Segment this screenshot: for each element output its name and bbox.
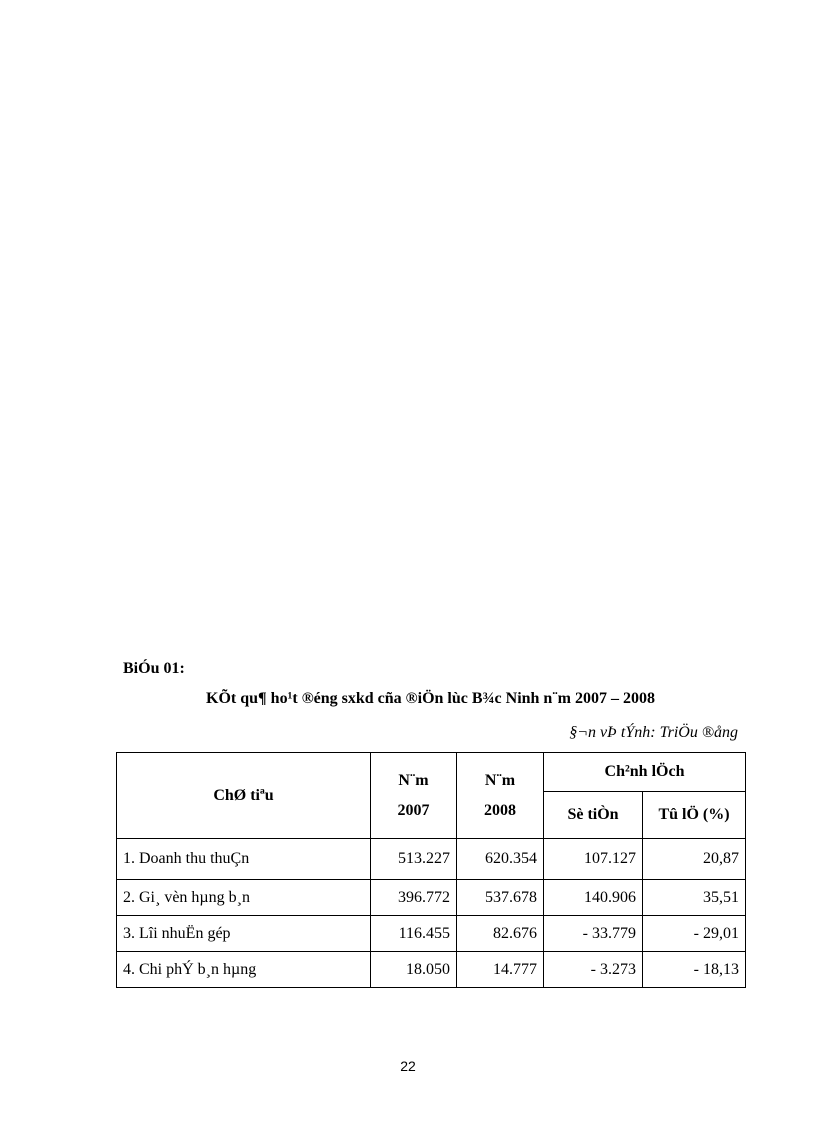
row-amount: - 3.273	[544, 952, 643, 988]
row-amount: - 33.779	[544, 916, 643, 952]
row-percent: 35,51	[643, 880, 746, 916]
table-row	[117, 880, 746, 916]
results-table	[116, 752, 746, 988]
table-row	[117, 916, 746, 952]
header-year-2008-value: 2008	[484, 801, 516, 819]
row-name: 2. Gi¸ vèn hµng b¸n	[117, 880, 371, 916]
header-year-2007	[371, 753, 457, 839]
page-number: 22	[400, 1058, 416, 1074]
unit-note: §¬n vÞ tÝnh: TriÖu ®ång	[569, 724, 738, 741]
header-percent: Tû lÖ (%)	[643, 792, 746, 839]
row-name: 1. Doanh thu thuÇn	[117, 839, 371, 880]
header-difference: Ch²nh lÖch	[544, 753, 746, 792]
row-2008: 537.678	[457, 880, 544, 916]
header-year-2007-label: N¨m	[398, 771, 429, 789]
header-amount: Sè tiÒn	[544, 792, 643, 839]
table-title: KÕt qu¶ ho¹t ®éng sxkd cña ®iÖn lùc B¾c Ninh n¨m 2007 – 2008	[206, 690, 655, 707]
row-name: 3. Lîi nhuËn gép	[117, 916, 371, 952]
row-percent: - 18,13	[643, 952, 746, 988]
row-2008: 620.354	[457, 839, 544, 880]
row-2007: 116.455	[371, 916, 457, 952]
header-indicator: ChØ tiªu	[117, 753, 371, 839]
table-caption-label: BiÓu 01:	[123, 660, 185, 677]
header-year-2007-value: 2007	[397, 801, 430, 819]
row-percent: - 29,01	[643, 916, 746, 952]
header-year-2008-label: N¨m	[484, 771, 516, 789]
row-2008: 14.777	[457, 952, 544, 988]
row-2007: 396.772	[371, 880, 457, 916]
row-amount: 107.127	[544, 839, 643, 880]
table-row	[117, 952, 746, 988]
table-row	[117, 839, 746, 880]
row-amount: 140.906	[544, 880, 643, 916]
row-2007: 18.050	[371, 952, 457, 988]
header-year-2008	[457, 753, 544, 839]
row-name: 4. Chi phÝ b¸n hµng	[117, 952, 371, 988]
row-2007: 513.227	[371, 839, 457, 880]
row-percent: 20,87	[643, 839, 746, 880]
row-2008: 82.676	[457, 916, 544, 952]
